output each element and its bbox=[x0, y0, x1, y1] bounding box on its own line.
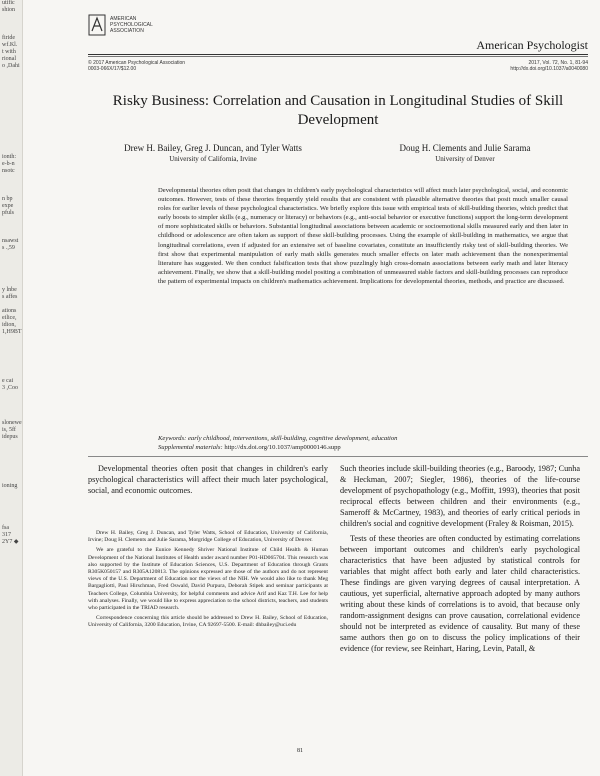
strip-fragment: s .,59 bbox=[2, 245, 15, 251]
body-paragraph: Such theories include skill-building theories (e.g., Baroody, 1987; Cunha & Heckman, 2007; Siegler, 1986), theories of the life-course development of psychopathology (e.g., Moffitt, 1993), theories that posit reciprocal effects between children and their environments (e.g., Sameroff & McCartney, 1983), and theories of early critical periods in children's social and cognitive development (Fraley & Roisman, 2015). bbox=[340, 464, 580, 528]
doi-line: http://dx.doi.org/10.1037/a0040080 bbox=[510, 66, 588, 72]
supplemental-link[interactable]: http://dx.doi.org/10.1037/amp0000146.supp bbox=[224, 444, 341, 451]
logo-line: ASSOCIATION bbox=[110, 28, 144, 34]
author-notes bbox=[88, 530, 328, 633]
logo-line: PSYCHOLOGICAL bbox=[110, 22, 153, 28]
strip-fragment: nsawst bbox=[2, 238, 19, 244]
copyright-info bbox=[88, 60, 185, 72]
strip-fragment bbox=[0, 399, 22, 406]
strip-fragment: 317 bbox=[2, 532, 11, 538]
strip-fragment: idion, bbox=[2, 322, 16, 328]
strip-fragment bbox=[0, 504, 22, 511]
strip-fragment bbox=[0, 182, 22, 189]
strip-fragment bbox=[0, 392, 22, 399]
strip-fragment bbox=[0, 497, 22, 504]
strip-fragment bbox=[0, 70, 22, 77]
strip-fragment bbox=[0, 21, 22, 28]
volume-line: 2017, Vol. 72, No. 1, 81-94 bbox=[528, 60, 588, 66]
adjacent-page-strip bbox=[0, 0, 23, 776]
strip-fragment: ioning bbox=[2, 483, 18, 489]
footnote: We are grateful to the Eunice Kennedy Shriver National Institute of Child Health & Human Development of the National Institutes of Health under award number P01-HD065704. This research was also supported by the Institute of Education Sciences, U.S. Department of Education through Grants R305K050157 and R305A120813. The opinions expressed are those of the authors and do not represent views of the U.S. Department of Education nor the views of the NIH. We would also like to thank Meg Bargagliotti, Paul Hirschman, Fred Oswald, David Purpura, Deborah Stipek and seminar participants at Teachers College, Columbia University, for helpful comments and advice Arif and Kaz T.H. Lee for help with analyses. Finally, we would like to express appreciation to the school districts, teachers, and students who participated in the TRIAD research. bbox=[88, 547, 328, 612]
strip-fragment: fsa bbox=[2, 525, 9, 531]
strip-fragment bbox=[0, 490, 22, 497]
strip-fragment bbox=[0, 105, 22, 112]
strip-fragment bbox=[0, 231, 22, 238]
citation-info bbox=[510, 60, 588, 72]
strip-fragment: e cai bbox=[2, 378, 14, 384]
strip-fragment bbox=[0, 140, 22, 147]
strip-fragment bbox=[0, 98, 22, 105]
section-divider bbox=[88, 456, 588, 457]
strip-fragment bbox=[0, 28, 22, 35]
journal-title: American Psychologist bbox=[476, 38, 588, 52]
strip-fragment bbox=[0, 336, 22, 343]
authors-group-2 bbox=[345, 143, 585, 165]
page-number: 81 bbox=[297, 748, 303, 754]
strip-fragment: e-b-n bbox=[2, 161, 15, 167]
strip-fragment: shion bbox=[2, 7, 16, 13]
author-names: Doug H. Clements and Julie Sarama bbox=[399, 143, 531, 153]
supplemental-line bbox=[158, 443, 568, 452]
strip-fragment: eilice, bbox=[2, 315, 17, 321]
strip-fragment bbox=[0, 189, 22, 196]
strip-fragment: utific bbox=[2, 0, 15, 6]
strip-fragment bbox=[0, 77, 22, 84]
apa-logo bbox=[88, 14, 178, 48]
keywords-block bbox=[158, 434, 568, 452]
strip-fragment bbox=[0, 91, 22, 98]
footnote: Correspondence concerning this article should be addressed to Drew H. Bailey, School of Education, University of California, 3200 Education, Irvine, CA 92697-5500. E-mail: dhbailey@uci.edu bbox=[88, 615, 328, 629]
strip-fragment: pfuls bbox=[2, 210, 14, 216]
strip-fragment bbox=[0, 364, 22, 371]
logo-text bbox=[110, 16, 153, 34]
author-affiliation: University of Denver bbox=[435, 155, 495, 163]
strip-fragment: s affes bbox=[2, 294, 18, 300]
strip-fragment: nsotc bbox=[2, 168, 15, 174]
strip-fragment bbox=[0, 112, 22, 119]
copyright-line: © 2017 American Psychological Association bbox=[88, 60, 186, 66]
body-right-column bbox=[340, 463, 580, 654]
strip-fragment bbox=[0, 441, 22, 448]
strip-fragment bbox=[0, 273, 22, 280]
strip-fragment bbox=[0, 147, 22, 154]
strip-fragment bbox=[0, 343, 22, 350]
strip-fragment: is, 5ff bbox=[2, 427, 16, 433]
strip-fragment bbox=[0, 413, 22, 420]
authors-group-1 bbox=[88, 143, 338, 165]
strip-fragment: wf.Kl. bbox=[2, 42, 18, 48]
author-names: Drew H. Bailey, Greg J. Duncan, and Tyler Watts bbox=[124, 143, 302, 153]
journal-header bbox=[88, 12, 588, 82]
strip-fragment bbox=[0, 266, 22, 273]
body-paragraph: Tests of these theories are often conducted by estimating correlations between important outcomes and children's early psychological characteristics that have been adjusted by statistical controls for variables that might affect both early and later child characteristics. These findings are given varying degrees of causal interpretation. A cautious, yet superficial, alternative approach adopted by many authors writing about these kinds of correlations is to avoid, that because only random-assignment designs can prove causation, correlational evidence should not be interpreted as evidence of causality. But many of these same authors then go on to discuss the policy implications of their evidence (for review, see Reinhart, Haring, Levin, Patall, & bbox=[340, 534, 580, 653]
article-title: Risky Business: Correlation and Causation in Longitudinal Studies of Skill Development bbox=[112, 93, 564, 128]
supplemental-label: Supplemental materials: bbox=[158, 444, 223, 451]
keywords-line bbox=[158, 434, 568, 443]
strip-fragment: 3 ,Coo bbox=[2, 385, 19, 391]
keywords-text: early childhood, interventions, skill-building, cognitive development, education bbox=[187, 435, 398, 442]
strip-fragment bbox=[0, 175, 22, 182]
strip-fragment bbox=[0, 357, 22, 364]
strip-fragment bbox=[0, 511, 22, 518]
header-rule bbox=[88, 54, 588, 55]
strip-fragment bbox=[0, 518, 22, 525]
strip-fragment bbox=[0, 259, 22, 266]
strip-fragment bbox=[0, 406, 22, 413]
strip-fragment: slonewe bbox=[2, 420, 22, 426]
keywords-label: Keywords: bbox=[158, 435, 187, 442]
header-rule-thin bbox=[88, 56, 588, 57]
strip-fragment: t with bbox=[2, 49, 16, 55]
strip-fragment: o ,Dahi bbox=[2, 63, 20, 69]
strip-fragment bbox=[0, 469, 22, 476]
strip-fragment: firide bbox=[2, 35, 15, 41]
strip-fragment bbox=[0, 14, 22, 21]
strip-fragment: ations bbox=[2, 308, 17, 314]
strip-fragment: expe bbox=[2, 203, 14, 209]
strip-fragment bbox=[0, 455, 22, 462]
intro-paragraph: Developmental theories often posit that changes in children's early psychological characteristics will affect their much later psychological, social, and economic outcomes. bbox=[88, 464, 328, 495]
body-left-column bbox=[88, 463, 328, 496]
strip-fragment bbox=[0, 84, 22, 91]
logo-line: AMERICAN bbox=[110, 16, 137, 22]
strip-fragment: idepus bbox=[2, 434, 18, 440]
strip-fragment: ionth: bbox=[2, 154, 17, 160]
strip-fragment bbox=[0, 448, 22, 455]
strip-fragment bbox=[0, 371, 22, 378]
strip-fragment: rional bbox=[2, 56, 16, 62]
strip-fragment bbox=[0, 133, 22, 140]
strip-fragment bbox=[0, 252, 22, 259]
strip-fragment bbox=[0, 126, 22, 133]
strip-fragment bbox=[0, 224, 22, 231]
strip-fragment bbox=[0, 280, 22, 287]
strip-fragment: n bp bbox=[2, 196, 13, 202]
strip-fragment: y lnbe bbox=[2, 287, 17, 293]
strip-fragment bbox=[0, 350, 22, 357]
author-affiliation: University of California, Irvine bbox=[169, 155, 257, 163]
strip-fragment: 2Y7 ◆ bbox=[2, 539, 19, 545]
strip-fragment bbox=[0, 301, 22, 308]
strip-fragment bbox=[0, 462, 22, 469]
strip-fragment bbox=[0, 476, 22, 483]
apa-logo-icon bbox=[88, 14, 106, 36]
footnote: Drew H. Bailey, Greg J. Duncan, and Tyler Watts, School of Education, University of California, Irvine; Doug H. Clements and Julie Sarama, Morgridge College of Education, University of Denver. bbox=[88, 530, 328, 544]
strip-fragment bbox=[0, 217, 22, 224]
issn-line: 0003-066X/17/$12.00 bbox=[88, 66, 137, 72]
strip-fragment: 1,H9BT bbox=[2, 329, 22, 335]
strip-fragment bbox=[0, 119, 22, 126]
abstract: Developmental theories often posit that changes in children's early psychological characteristics will affect much later psychological, social, and economic outcomes. However, tests of these theories frequently yield results that are consistent with plausible alternative theories that posit much smaller causal roles for earlier levels of these psychological characteristics. We briefly explore this issue with empirical tests of skill-building theories, which predict that early boosts to simpler skills (e.g., numeracy or literacy) or behaviors (e.g., anti-social behavior or executive functions) support the long-term development of more sophisticated skills or behaviors. Substantial longitudinal associations between academic or socioemotional skills measured early and then later in childhood or adolescence are often taken as support of these skill-building processes. Using the example of skill-building in mathematics, we argue that longitudinal correlations, even if adjusted for an extensive set of baseline covariates, constitute an insufficiently risky test of skill-building theories. We first show that experimental manipulation of early math skills generates much smaller effects on later math achievement than the nonexperimental literature has suggested. We then conduct falsification tests that show puzzlingly high cross-domain associations between early math and later literacy achievement. Finally, we show that a skill-building model positing a combination of unmeasured stable factors and skill-building processes can reproduce the pattern of experimental impacts on children's mathematics achievement. Implications for developmental theories, methods, and practice are discussed. bbox=[158, 187, 568, 285]
